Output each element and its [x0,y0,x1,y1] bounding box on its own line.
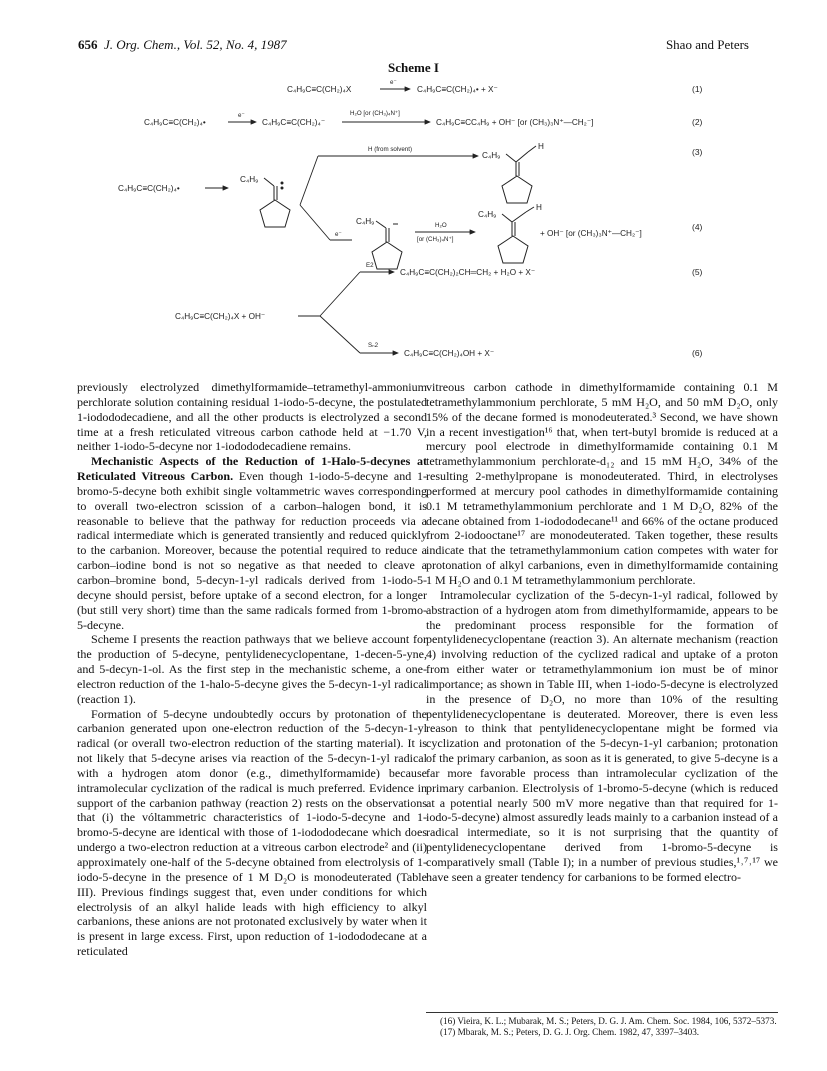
r3-c4h9: C₄H₉ [482,151,501,160]
r4-anion-c4h9: C₄H₉ [356,217,375,226]
r4-electron-label: e⁻ [335,231,342,238]
left-paragraph-2: Scheme I presents the reaction pathways that we believe account for the production of 5-decyne, pentylidenecyclopentane, 1-decen-5-yne, and 5-decyn-1-ol. As the first step in the mechanistic scheme, a one-electron reduction of the 1-halo-5-decyne gives the 5-decyn-1-yl radical (reaction 1). [77,632,427,706]
r1-product: C₄H₉C≡C(CH₂)₄• + X⁻ [417,85,498,94]
cyclized-radical-c4h9: C₄H₉ [240,175,259,184]
r4-product-c4h9: C₄H₉ [478,210,497,219]
section-body: Even though 1-iodo-5-decyne and 1-bromo-5-decyne both exhibit single voltammetric waves corresponding to overall two-electron scission of a carbon–halogen bond, it is reasonable to believe that the pathway for reduction proceeds via a radical intermediate which is generated transiently and reduced quickly to the carbanion. Moreover, because the potential required to reduce a carbon–iodine bond is not so negative as that needed to cleave a carbon–bromine bond, 5-decyn-1-yl radicals derived from 1-iodo-5-decyne should persist, before uptake of a second electron, for a longer (but still very short) time than the same radicals formed from 1-bromo-5-decyne. [77,469,428,632]
left-paragraph-1: previously electrolyzed dimethylformamide–tetramethyl-ammonium perchlorate solution containing residual 1-iodo-5-decyne, the postulated 1-iodododecadiene, and all the other products is electrolyzed a second time at a fresh reticulated vitreous carbon cathode held at −1.70 V, neither 1-iodo-5-decyne nor 1-iodododecadiene remains. [77,380,427,454]
page-number: 656 [78,37,98,52]
footnote-16: (16) Vieira, K. L.; Mubarak, M. S.; Peters, D. G. J. Am. Chem. Soc. 1984, 106, 5372–5373. [440,1016,777,1026]
r4-cyclized-anion-structure [372,221,402,269]
right-paragraph-2: Intramolecular cyclization of the 5-decyn-1-yl radical, followed by abstraction of a hydrogen atom from dimethylformamide, appears to be the predominant process responsible for the formation of pentylidenecyclopentane (reaction 3). An alternate mechanism (reaction 4) involving reduction of the cyclized radical and uptake of a proton from either water or tetramethylammonium ion must be of minor importance; as shown in Table III, when 1-iodo-5-decyne is electrolyzed in the presence of D₂O, no more than 10% of the resulting pentylidenecyclopentane is deuterated. Moreover, there is even less reason to think that pentylidenecyclopentane might be formed via cyclization and protonation of the 5-decyn-1-yl carbanion; protonation of the primary carbanion, as soon as it is generated, to give 5-decyne is a far more favorable process than intramolecular cyclization of the primary carbanion. Electrolysis of 1-bromo-5-decyne (which is reduced at a potential nearly 500 mV more negative than that required for 1-iodo-5-decyne) almost assuredly leads mainly to a carbanion instead of a radical intermediate, so it is not surprising that the quantity of pentylidenecyclopentane derived from 1-bromo-5-decyne is comparatively small (Table I); in a number of previous studies,¹˒⁷˒¹⁷ we have seen a greater tendency for carbanions to be formed electro- [426,587,778,884]
branch-line-upper [300,156,318,205]
section-paragraph [77,454,427,632]
r1-reactant: C₄H₉C≡C(CH₂)₄X [287,85,352,94]
halide-start: C₄H₉C≡C(CH₂)₄X + OH⁻ [175,312,266,321]
branch-line-lower [300,205,330,240]
scheme-title: Scheme I [388,60,439,75]
r4-tma-label: [or (CH₃)₄N⁺] [417,236,454,243]
reaction-number-3: (3) [692,147,703,157]
right-paragraph-1: vitreous carbon cathode in dimethylformamide containing 0.1 M tetramethylammonium perchlorate, 5 mM H₂O, and 50 mM D₂O, only 15% of the decane formed is monodeuterated.³ Second, we have shown in a recent investigation¹⁶ that, when tert-butyl bromide is reduced at a mercury pool electrode in dimethylformamide containing 0.1 M tetramethylammonium perchlorate-d₁₂ and 15 mM H₂O, 34% of the resulting 2-methylpropane is monodeuterated. Third, in electrolyses performed at mercury pool cathodes in dimethylformamide containing 0.1 M tetramethylammonium perchlorate and 1 M D₂O, 82% of the decane obtained from 1-iodododecane¹¹ and 66% of the octane produced from 2-iodooctane¹⁷ are monodeuterated. Taken together, these results indicate that the tetramethylammonium cation competes with water for protonation of alkyl carbanions, even in dimethylformamide containing 1 M H₂O and 0.1 M tetramethylammonium perchlorate. [426,380,778,587]
r6-product: C₄H₉C≡C(CH₂)₄OH + X⁻ [404,349,495,358]
reaction-scheme [0,70,827,370]
r4-product-tail: + OH⁻ [or (CH₃)₃N⁺—CH₂⁻] [540,229,642,238]
running-header-authors: Shao and Peters [665,37,749,52]
reaction-number-1: (1) [692,84,703,94]
section-heading: Mechanistic Aspects of the Reduction of 1-Halo-5-decynes at Reticulated Vitreous Carbon. [77,454,427,484]
branch-line-sn2 [320,316,360,353]
r6-sn2-label: Sₙ2 [368,342,379,349]
cyclized-radical-structure [260,178,290,227]
r3-hydrogen: H [538,142,544,151]
r2-anion: C₄H₉C≡C(CH₂)₄⁻ [262,118,326,127]
right-column [426,380,778,885]
r4-water-label: H₂O [435,222,447,229]
radical-start: C₄H₉C≡C(CH₂)₄• [118,184,180,193]
reaction-number-6: (6) [692,348,703,358]
footnotes [426,1012,778,1038]
r2-electron-label: e⁻ [238,112,245,119]
r5-product: C₄H₉C≡C(CH₂)₂CH═CH₂ + H₂O + X⁻ [400,268,536,277]
r2-conditions: H₂O [or (CH₃)₄N⁺] [350,110,400,117]
r2-product: C₄H₉C≡CC₄H₉ + OH⁻ [or (CH₃)₃N⁺—CH₂⁻] [436,118,594,127]
reaction-number-2: (2) [692,117,703,127]
reaction-number-5: (5) [692,267,703,277]
r1-electron-label: e⁻ [390,79,397,86]
r4-product-hydrogen: H [536,203,542,212]
left-paragraph-3: Formation of 5-decyne undoubtedly occurs by protonation of the carbanion generated upon one-electron reduction of the 5-decyn-1-yl radical (or overall two-electron reduction of the starting material). It is not likely that 5-decyne arises via reaction of the 5-decyn-1-yl radical with a hydrogen atom donor (e.g., dimethylformamide) because intramolecular cyclization of the radical is much preferred. Evidence in support of the carbanion pathway (reaction 2) rests on the observations that (i) the vóltammetric characteristics of 1-iodo-5-decyne and 1-bromo-5-decyne are identical with those of 1-iodododecane which does undergo a two-electron reduction at a vitreous carbon electrode² and (ii) approximately one-half of the 5-decyne obtained from electrolysis of 1-iodo-5-decyne in the presence of 1 M D₂O is monodeuterated (Table III). Previous findings suggest that, even under conditions for which electrolysis of an alkyl halide leads with high efficiency to alkyl carbanions, these anions are not protonated exclusively by water when it is present in large excess. First, upon reduction of 1-iodododecane at a reticulated [77,706,427,959]
r5-e2-label: E2 [366,262,374,269]
footnote-17: (17) Mbarak, M. S.; Peters, D. G. J. Org. Chem. 1982, 47, 3397–3403. [440,1027,700,1037]
r4-product-structure [498,207,534,263]
left-column [77,380,427,959]
branch-line-e2 [320,272,360,316]
r3-cyclopentane-structure [502,146,536,203]
running-header-left [78,37,287,53]
reaction-number-4: (4) [692,222,703,232]
r3-condition: H (from solvent) [368,146,413,153]
journal-citation: J. Org. Chem., Vol. 52, No. 4, 1987 [104,37,287,52]
r2-radical: C₄H₉C≡C(CH₂)₄• [144,118,206,127]
